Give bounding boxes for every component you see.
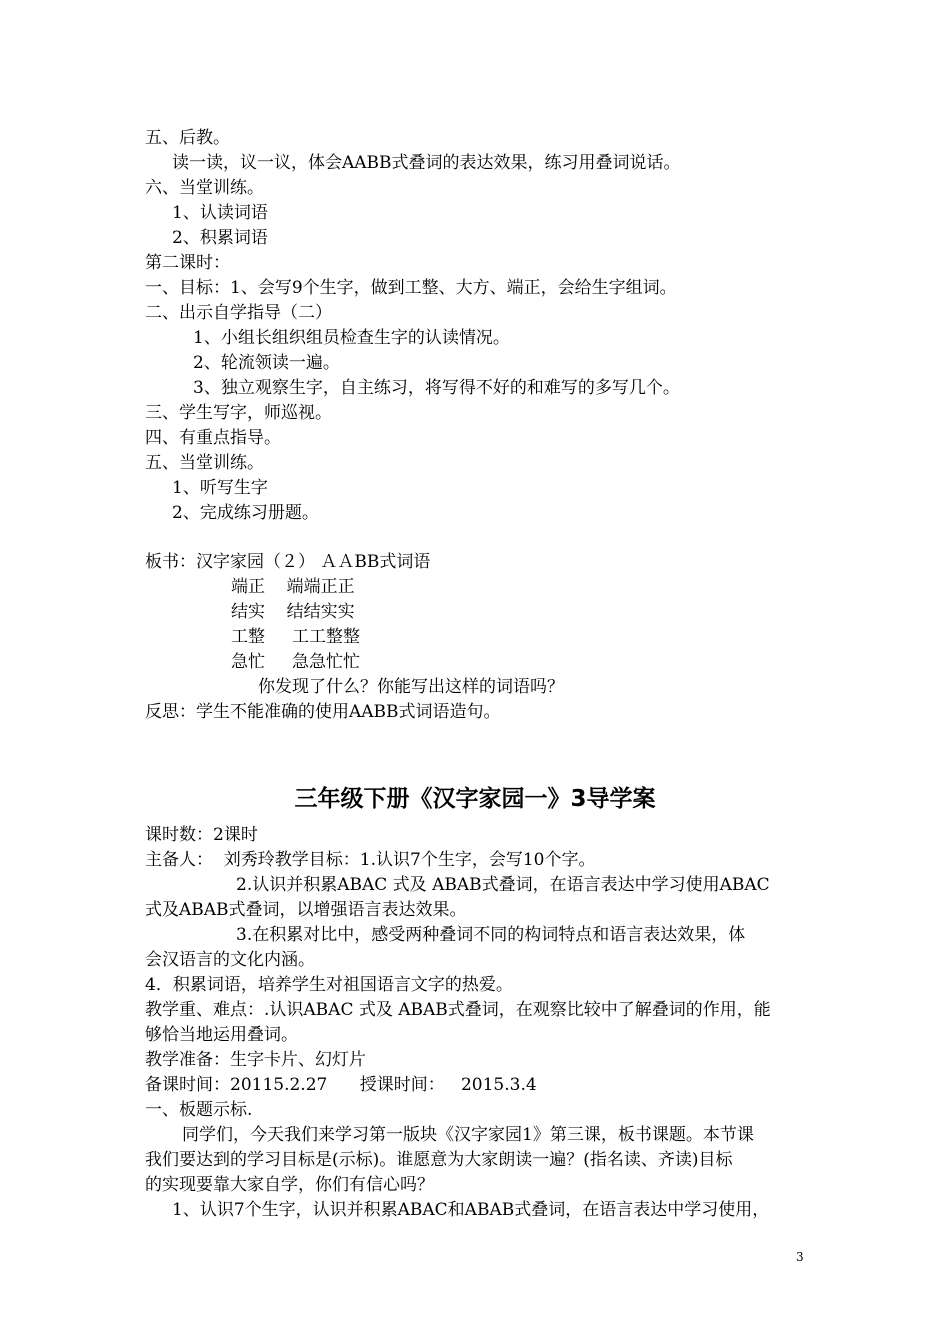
text-line: 4．积累词语，培养学生对祖国语言文字的热爱。 (145, 975, 513, 995)
text-line: 二、出示自学指导（二） (145, 303, 332, 323)
text-line: 式及ABAB式叠词，以增强语言表达效果。 (145, 900, 467, 920)
board-question: 你发现了什么？你能写出这样的词语吗？ (258, 677, 564, 697)
text-line: 第二课时： (145, 253, 230, 273)
page-number: 3 (796, 1250, 804, 1264)
text-line: 1、小组长组织组员检查生字的认读情况。 (193, 328, 510, 348)
text-line: 3.在积累对比中，感受两种叠词不同的构词特点和语言表达效果，体 (236, 925, 746, 945)
board-title: 板书：汉字家园（２） ＡＡBB式词语 (145, 552, 431, 572)
text-line: 主备人： 刘秀玲教学目标：1.认识7个生字，会写10个字。 (145, 850, 596, 870)
text-line: 五、当堂训练。 (145, 453, 264, 473)
text-line: 一、目标：1、会写9个生字，做到工整、大方、端正，会给生字组词。 (145, 278, 677, 298)
text-line: 备课时间：20115.2.27 授课时间： 2015.3.4 (145, 1075, 537, 1095)
board-item: 端正 端端正正 (231, 577, 355, 597)
text-line: 我们要达到的学习目标是(示标)。谁愿意为大家朗读一遍？(指名读、齐读)目标 (145, 1150, 733, 1170)
text-line: 1、听写生字 (172, 478, 268, 498)
text-line: 读一读，议一议，体会AABB式叠词的表达效果，练习用叠词说话。 (172, 153, 681, 173)
text-line: 反思：学生不能准确的使用AABB式词语造句。 (145, 702, 501, 722)
text-line: 同学们，今天我们来学习第一版块《汉字家园1》第三课，板书课题。本节课 (182, 1125, 754, 1145)
text-line: 1、认识7个生字，认识并积累ABAC和ABAB式叠词，在语言表达中学习使用， (172, 1200, 770, 1220)
text-line: 教学准备：生字卡片、幻灯片 (145, 1050, 366, 1070)
text-line: 2、完成练习册题。 (172, 503, 319, 523)
text-line: 够恰当地运用叠词。 (145, 1025, 298, 1045)
section-title: 三年级下册《汉字家园一》3导学案 (294, 786, 656, 812)
board-item: 结实 结结实实 (231, 602, 355, 622)
text-line: 课时数：2课时 (145, 825, 258, 845)
text-line: 六、当堂训练。 (145, 178, 264, 198)
text-line: 2、积累词语 (172, 228, 268, 248)
text-line: 3、独立观察生字，自主练习，将写得不好的和难写的多写几个。 (193, 378, 680, 398)
text-line: 会汉语言的文化内涵。 (145, 950, 315, 970)
board-item: 工整 工工整整 (231, 627, 361, 647)
text-line: 四、有重点指导。 (145, 428, 281, 448)
board-item: 急忙 急急忙忙 (231, 652, 361, 672)
text-line: 2、轮流领读一遍。 (193, 353, 340, 373)
text-line: 的实现要靠大家自学，你们有信心吗？ (145, 1175, 434, 1195)
text-line: 教学重、难点：.认识ABAC 式及 ABAB式叠词，在观察比较中了解叠词的作用，能 (145, 1000, 771, 1020)
text-line: 2.认识并积累ABAC 式及 ABAB式叠词，在语言表达中学习使用ABAC (236, 875, 770, 895)
text-line: 五、后教。 (145, 128, 230, 148)
text-line: 1、认读词语 (172, 203, 268, 223)
text-line: 三、学生写字，师巡视。 (145, 403, 332, 423)
text-line: 一、板题示标. (145, 1100, 253, 1120)
